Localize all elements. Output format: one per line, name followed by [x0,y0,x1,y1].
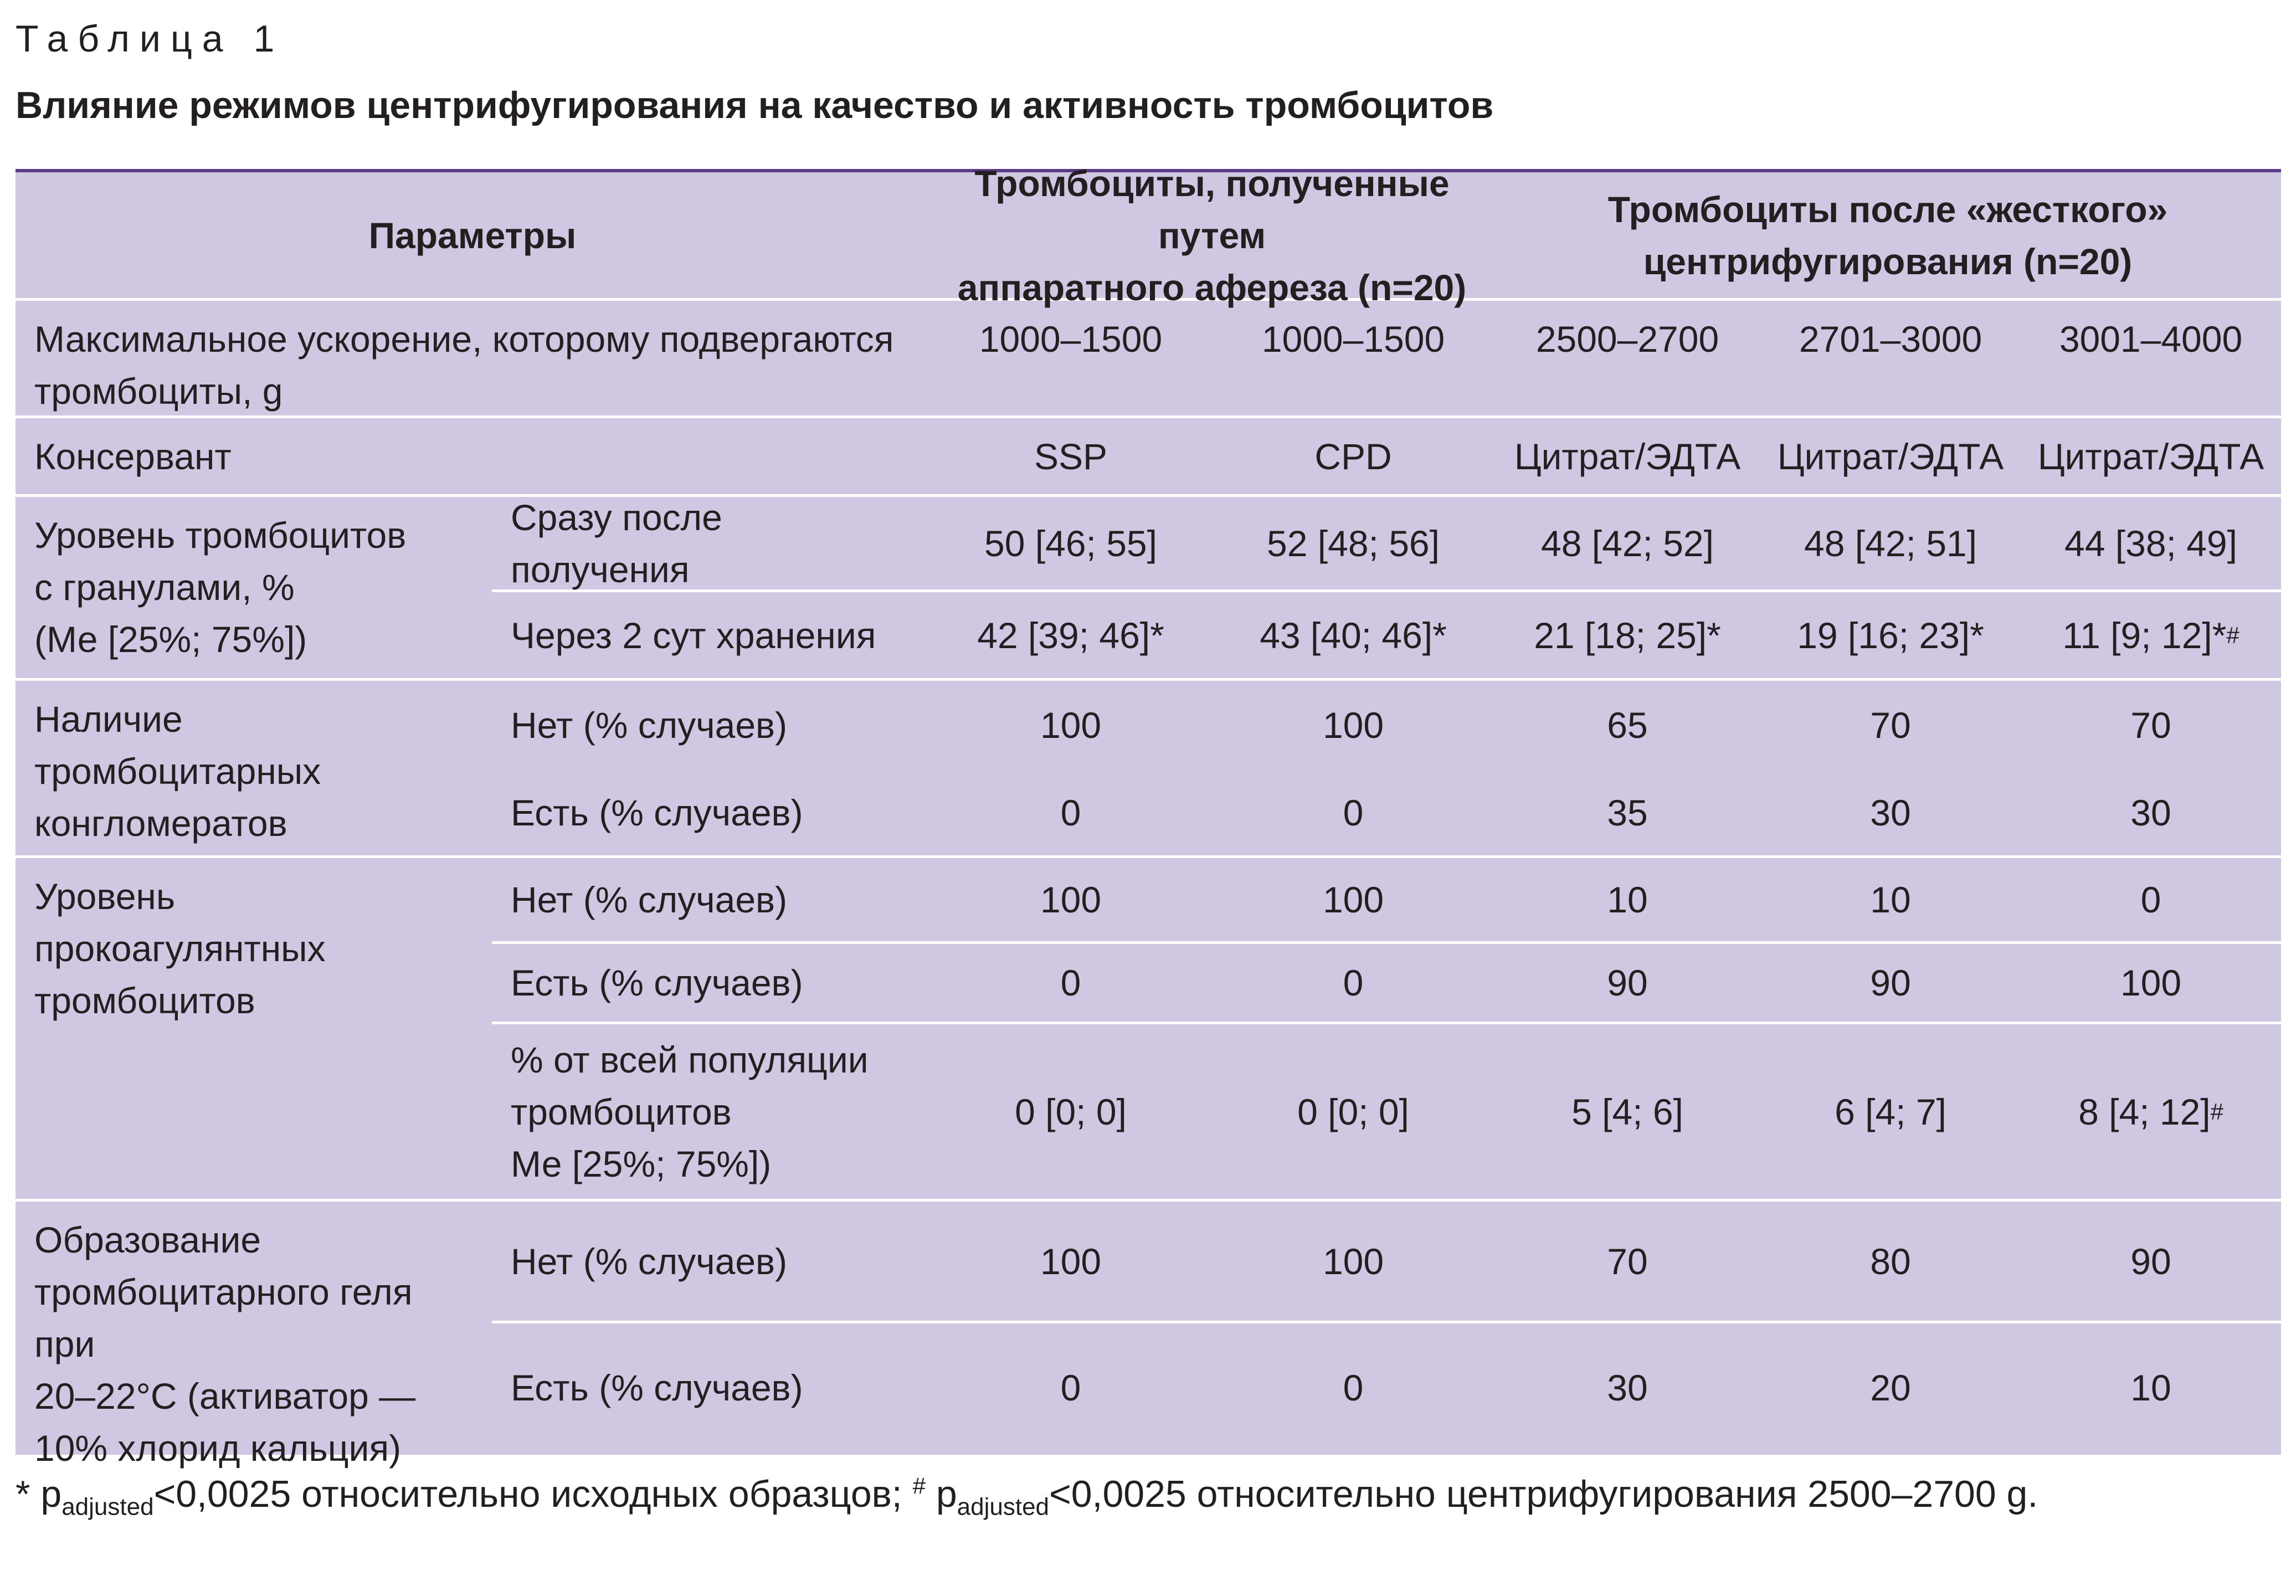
table-cell: 10 [2130,1367,2171,1408]
table-cell: 2701–3000 [1760,301,2021,418]
table-cell: 0 [1212,944,1494,1024]
row-label-granules: Уровень тромбоцитов с гранулами, % (Ме [25%; 75%]) [16,497,492,681]
sub-label: Через 2 сут хранения [492,592,929,681]
header-hard-centrifugation-group: Тромбоциты после «жесткого» центрифугирования (n=20) [1494,172,2281,301]
table-cell: 3001–4000 [2021,301,2281,418]
table-cell: 44 [38; 49] [2021,497,2281,592]
table-cell: 30 [2021,769,2281,858]
table-cell: CPD [1212,418,1494,497]
cell-text: 11 [9; 12]* [2062,614,2227,656]
table-cell: 48 [42; 52] [1494,497,1760,592]
sub-label: Есть (% случаев) [492,944,929,1024]
table-cell: 100 [2021,944,2281,1024]
sub-label: Нет (% случаев) [492,858,929,944]
sub-label: Нет (% случаев) [492,1202,929,1323]
table-cell: Цитрат/ЭДТА [1760,418,2021,497]
footnote-star: * [16,1473,30,1515]
table-cell: 70 [1494,1202,1760,1323]
table-cell: 100 [929,858,1212,944]
sub-label: Есть (% случаев) [492,769,929,858]
row-label-conglomerates: Наличие тромбоцитарных конгломератов [16,681,492,858]
table-cell: 100 [929,1202,1212,1323]
table-cell: 10 [1760,858,2021,944]
table-cell: 19 [16; 23]* [1760,592,2021,681]
table-cell: 0 [0; 0] [929,1024,1212,1202]
table-cell: 30 [1607,1367,1648,1408]
table-cell: 0 [929,769,1212,858]
footnote-adjusted: adjusted [61,1493,154,1521]
table-cell: 80 [1760,1202,2021,1323]
table-cell: 42 [39; 46]* [929,592,1212,681]
data-table [16,162,2281,1469]
header-apheresis-group: Тромбоциты, полученные путем аппаратного афереза (n=20) [929,172,1494,301]
table-cell: 90 [1760,944,2021,1024]
sub-label: Сразу после получения [492,497,929,592]
footnote-adjusted: adjusted [957,1493,1050,1521]
table-cell: 0 [1343,1367,1364,1408]
table-cell: 52 [48; 56] [1212,497,1494,592]
table-cell: 8 [4; 12] # [2021,1024,2281,1202]
sub-label: Нет (% случаев) [511,705,788,746]
table-cell: 0 [0; 0] [1212,1024,1494,1202]
table-cell: 0 [2021,858,2281,944]
table-cell: 2500–2700 [1494,301,1760,418]
table-cell: 1000–1500 [1212,301,1494,418]
cell-text: 8 [4; 12] [2078,1091,2211,1132]
table-cell: 90 [2021,1202,2281,1323]
table-cell: 100 [1040,705,1102,746]
footnote-hash: # [912,1472,926,1499]
table-title: Влияние режимов центрифугирования на качество и активность тромбоцитов [16,84,1494,126]
table-cell: 70 [1870,705,1911,746]
row-label-acceleration: Максимальное ускорение, которому подвергаются тромбоциты, g [16,301,929,418]
table-cell: SSP [929,418,1212,497]
table-cell: 50 [46; 55] [929,497,1212,592]
table-cell: 100 [1212,858,1494,944]
footnote-p: p [936,1473,957,1515]
table-cell: Цитрат/ЭДТА [2021,418,2281,497]
table-cell: 11 [9; 12]* # [2021,592,2281,681]
table-cell: Цитрат/ЭДТА [1494,418,1760,497]
table-cell: 6 [4; 7] [1760,1024,2021,1202]
table-footnote [16,1471,2281,1521]
table-cell: 0 [929,944,1212,1024]
header-parameters: Параметры [16,172,929,301]
table-cell: 5 [4; 6] [1494,1024,1760,1202]
table-cell: 35 [1494,769,1760,858]
table-cell: 48 [42; 51] [1760,497,2021,592]
row-label-preservative: Консервант [16,418,929,497]
table-cell: 100 [1322,705,1384,746]
table-number: Таблица 1 [16,18,285,60]
table-cell: 65 [1607,705,1648,746]
table-cell: 70 [2130,705,2171,746]
table-cell: 43 [40; 46]* [1212,592,1494,681]
footnote-p: p [40,1473,62,1515]
table-cell: 100 [1212,1202,1494,1323]
sub-label: % от всей популяции тромбоцитов Ме [25%; 75%]) [492,1024,929,1202]
table-cell: 90 [1494,944,1760,1024]
table-cell: 30 [1760,769,2021,858]
table-cell: 0 [1060,1367,1081,1408]
footnote-text-2: <0,0025 относительно центрифугирования 2500–2700 g. [1049,1473,2038,1515]
table-cell: 20 [1870,1367,1911,1408]
row-label-gel: Образование тромбоцитарного геля при 20–22°С (активатор — 10% хлорид кальция) [34,1219,416,1469]
table-cell: 10 [1494,858,1760,944]
footnote-text-1: <0,0025 относительно исходных образцов; [153,1473,902,1515]
table-cell: 21 [18; 25]* [1494,592,1760,681]
row-label-procoagulant: Уровень прокоагулянтных тромбоцитов [16,858,492,1202]
sub-label: Есть (% случаев) [511,1367,803,1408]
table-cell: 0 [1212,769,1494,858]
table-cell: 1000–1500 [929,301,1212,418]
